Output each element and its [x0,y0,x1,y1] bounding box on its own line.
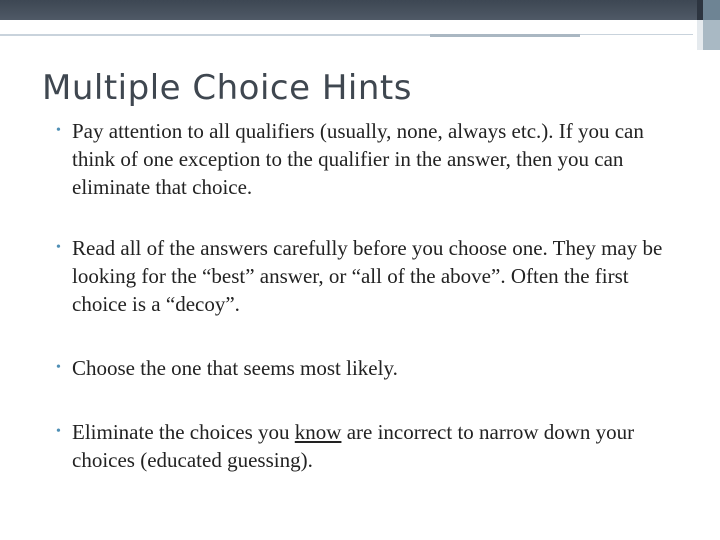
accent-line-middle [430,34,580,37]
header-bar [0,0,720,20]
bullet-item [56,354,680,382]
bullet-text: Pay attention to all qualifiers (usually, none, always etc.). If you can think of one exception to the qualifier in the answer, then you can eliminate that choice. [72,119,644,199]
slide-body [56,117,680,474]
bullet-text-after: are incorrect to narrow down your choices (educated guessing). [72,420,635,472]
bullet-item [56,117,680,201]
accent-line-right [580,34,693,35]
bullet-text [72,420,634,472]
bullet-marker: • [56,360,61,375]
header-accent-lines [0,20,720,36]
header-band-accent [703,0,720,20]
bullet-marker: • [56,240,61,255]
bullet-text-emphasis: know [294,420,342,444]
accent-line-left [0,34,430,36]
bullet-item [56,234,680,318]
bullet-text-before: Eliminate the choices you [72,420,295,444]
slide-title: Multiple Choice Hints [42,68,412,108]
bullet-item [56,418,680,474]
bullet-text: Choose the one that seems most likely. [72,356,398,380]
bullet-marker: • [56,424,61,439]
header-band-dark [0,0,697,20]
bullet-text: Read all of the answers carefully before you choose one. They may be looking for the “best” answer, or “all of the above”. Often the first choice is a “decoy”. [72,236,663,316]
accent-block-blue [703,20,720,50]
bullet-marker: • [56,123,61,138]
